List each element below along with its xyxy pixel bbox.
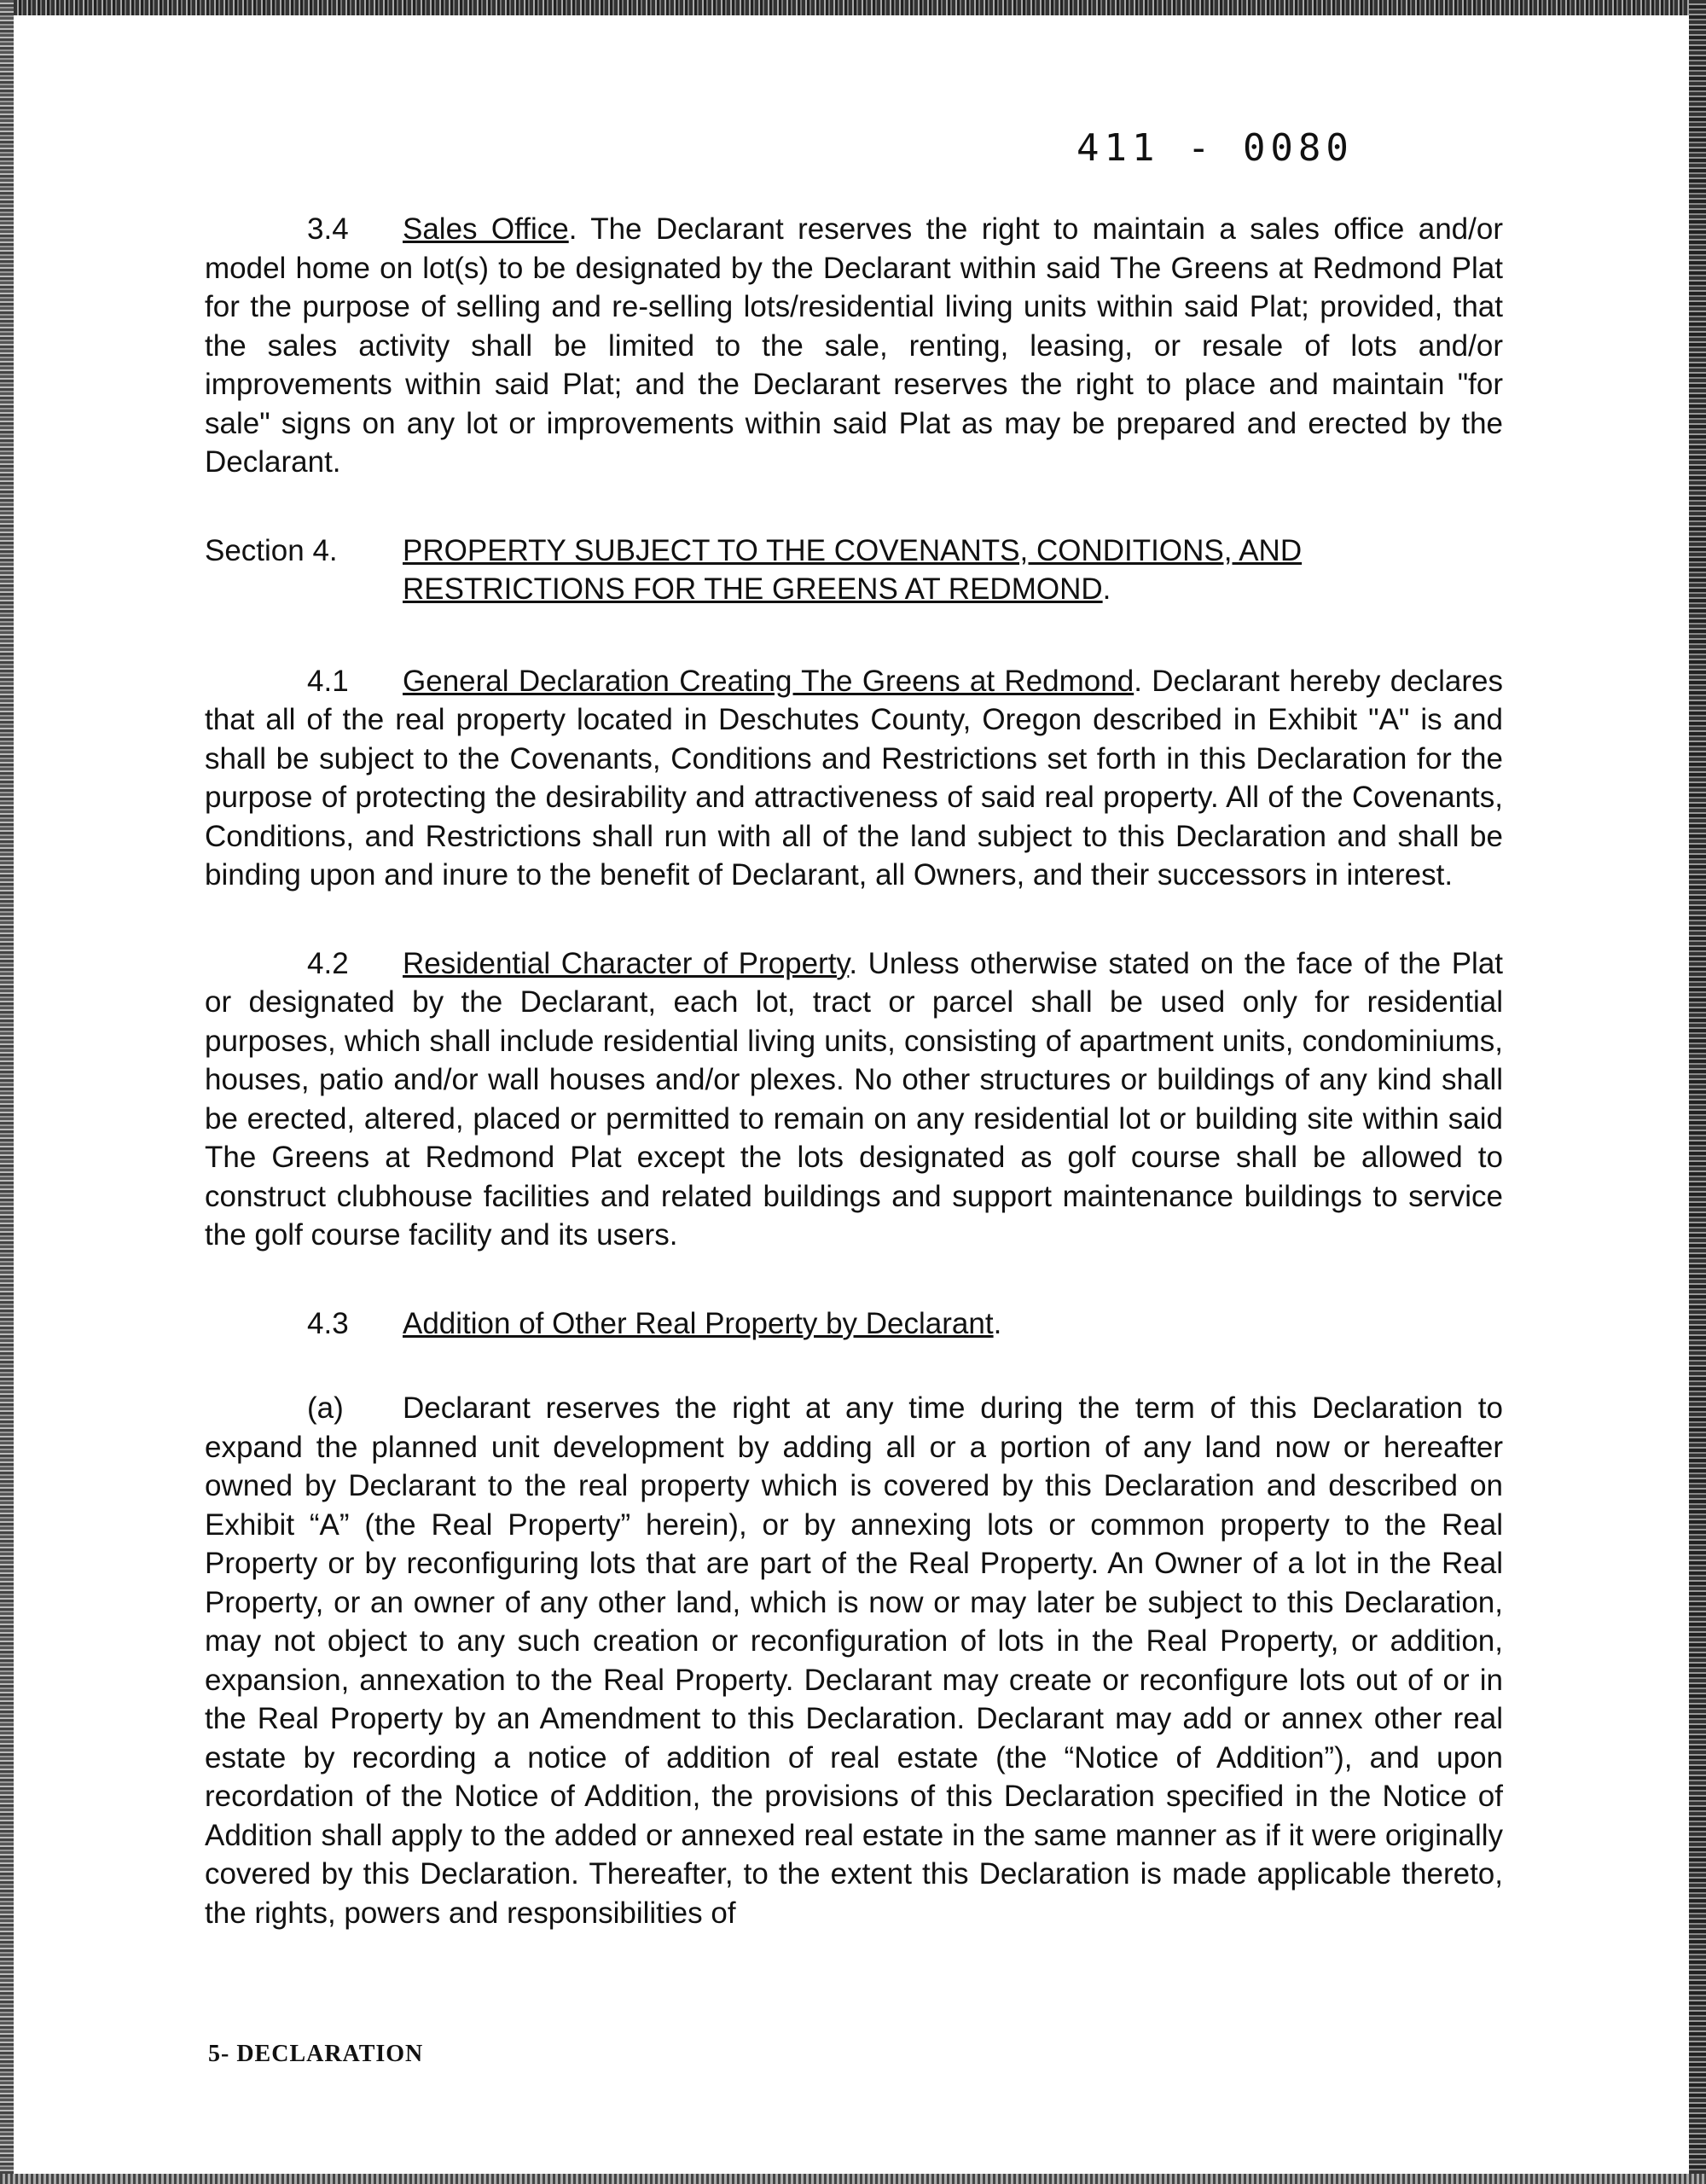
section-heading: Residential Character of Property bbox=[403, 946, 850, 980]
subsection-number: (a) bbox=[307, 1391, 344, 1425]
section-4-heading bbox=[205, 531, 1503, 609]
paragraph-4-3: 4.3 Addition of Other Real Property by Declarant. bbox=[205, 1304, 1503, 1344]
page-footer: 5- DECLARATION bbox=[208, 2041, 424, 2067]
scan-edge-bottom bbox=[0, 2174, 1706, 2184]
section-number: 4.3 bbox=[307, 1306, 349, 1340]
section-number: 4.2 bbox=[307, 946, 349, 980]
section-body: Unless otherwise stated on the face of the Plat or designated by the Declarant, each lot, tract or parcel shall be used only for residential purposes, which shall include residential living units, consisting of apartment units, condominiums, houses, patio and/or wall houses and/or plexes. No other structures or buildings of any kind shall be erected, altered, placed or permitted to remain on any residential lot or building site within said The Greens at Redmond Plat except the lots designated as golf course shall be allowed to construct clubhouse facilities and related buildings and support maintenance buildings to service the golf course facility and its users. bbox=[205, 946, 1504, 1252]
subsection-body: Declarant reserves the right at any time during the term of this Declaration to expand the planned unit development by adding all or a portion of any land now or hereafter owned by Declarant to the real property which is covered by this Declaration and described on Exhibit “A” (the Real Property” herein), or by annexing lots or common property to the Real Property or by reconfiguring lots that are part of the Real Property. An Owner of a lot in the Real Property, or an owner of any other land, which is now or may later be subject to this Declaration, may not object to any such creation or reconfiguration of lots in the Real Property, or addition, expansion, annexation to the Real Property. Declarant may create or reconfigure lots out of or in the Real Property by an Amendment to this Declaration. Declarant may add or annex other real estate by recording a notice of addition of real estate (the “Notice of Addition”), and upon recordation of the Notice of Addition, the provisions of this Declaration specified in the Notice of Addition shall apply to the added or annexed real estate in the same manner as if it were originally covered by this Declaration. Thereafter, to the extent this Declaration is made applicable thereto, the rights, powers and responsibilities of bbox=[205, 1391, 1503, 1930]
section-heading: Sales Office bbox=[403, 212, 569, 246]
document-body bbox=[205, 210, 1503, 1932]
section-title: PROPERTY SUBJECT TO THE COVENANTS, CONDITIONS, AND RESTRICTIONS FOR THE GREENS AT REDMOND bbox=[403, 533, 1303, 606]
section-body: The Declarant reserves the right to maintain a sales office and/or model home on lot(s) to be designated by the Declarant within said The Greens at Redmond Plat for the purpose of selling and re-selling lots/residential living units within said Plat; provided, that the sales activity shall be limited to the sale, renting, leasing, or resale of lots and/or improvements within said Plat; and the Declarant reserves the right to place and maintain "for sale" signs on any lot or improvements within said Plat as may be prepared and erected by the Declarant. bbox=[205, 212, 1503, 479]
scan-edge-top bbox=[0, 0, 1706, 15]
document-number: 411 - 0080 bbox=[1076, 126, 1354, 170]
paragraph-4-1: 4.1 General Declaration Creating The Greens at Redmond. Declarant hereby declares that all of the real property located in Deschutes County, Oregon described in Exhibit "A" is and shall be subject to the Covenants, Conditions and Restrictions set forth in this Declaration for the purpose of protecting the desirability and attractiveness of said real property. All of the Covenants, Conditions, and Restrictions shall run with all of the land subject to this Declaration and shall be binding upon and inure to the benefit of Declarant, all Owners, and their successors in interest. bbox=[205, 662, 1503, 895]
section-number: 4.1 bbox=[307, 664, 349, 698]
paragraph-4-2: 4.2 Residential Character of Property. Unless otherwise stated on the face of the Plat or designated by the Declarant, each lot, tract or parcel shall be used only for residential purposes, which shall include residential living units, consisting of apartment units, condominiums, houses, patio and/or wall houses and/or plexes. No other structures or buildings of any kind shall be erected, altered, placed or permitted to remain on any residential lot or building site within said The Greens at Redmond Plat except the lots designated as golf course shall be allowed to construct clubhouse facilities and related buildings and support maintenance buildings to service the golf course facility and its users. bbox=[205, 944, 1503, 1255]
section-label: Section 4. bbox=[205, 533, 338, 567]
section-body: Declarant hereby declares that all of the real property located in Deschutes County, Oregon described in Exhibit "A" is and shall be subject to the Covenants, Conditions and Restrictions set forth in this Declaration for the purpose of protecting the desirability and attractiveness of said real property. All of the Covenants, Conditions, and Restrictions shall run with all of the land subject to this Declaration and shall be binding upon and inure to the benefit of Declarant, all Owners, and their successors in interest. bbox=[205, 664, 1503, 892]
paragraph-4-3-a bbox=[205, 1389, 1503, 1932]
section-heading: General Declaration Creating The Greens at Redmond bbox=[403, 664, 1134, 698]
section-heading: Addition of Other Real Property by Declarant bbox=[403, 1306, 994, 1340]
section-number: 3.4 bbox=[307, 212, 349, 246]
scan-edge-right bbox=[1689, 0, 1706, 2184]
scan-edge-left bbox=[0, 0, 14, 2184]
section-title-wrap: PROPERTY SUBJECT TO THE COVENANTS, CONDITIONS, AND RESTRICTIONS FOR THE GREENS AT REDMOND. bbox=[403, 533, 1303, 606]
paragraph-3-4: 3.4 Sales Office. The Declarant reserves the right to maintain a sales office and/or model home on lot(s) to be designated by the Declarant within said The Greens at Redmond Plat for the purpose of selling and re-selling lots/residential living units within said Plat; provided, that the sales activity shall be limited to the sale, renting, leasing, or resale of lots and/or improvements within said Plat; and the Declarant reserves the right to place and maintain "for sale" signs on any lot or improvements within said Plat as may be prepared and erected by the Declarant. bbox=[205, 210, 1503, 482]
